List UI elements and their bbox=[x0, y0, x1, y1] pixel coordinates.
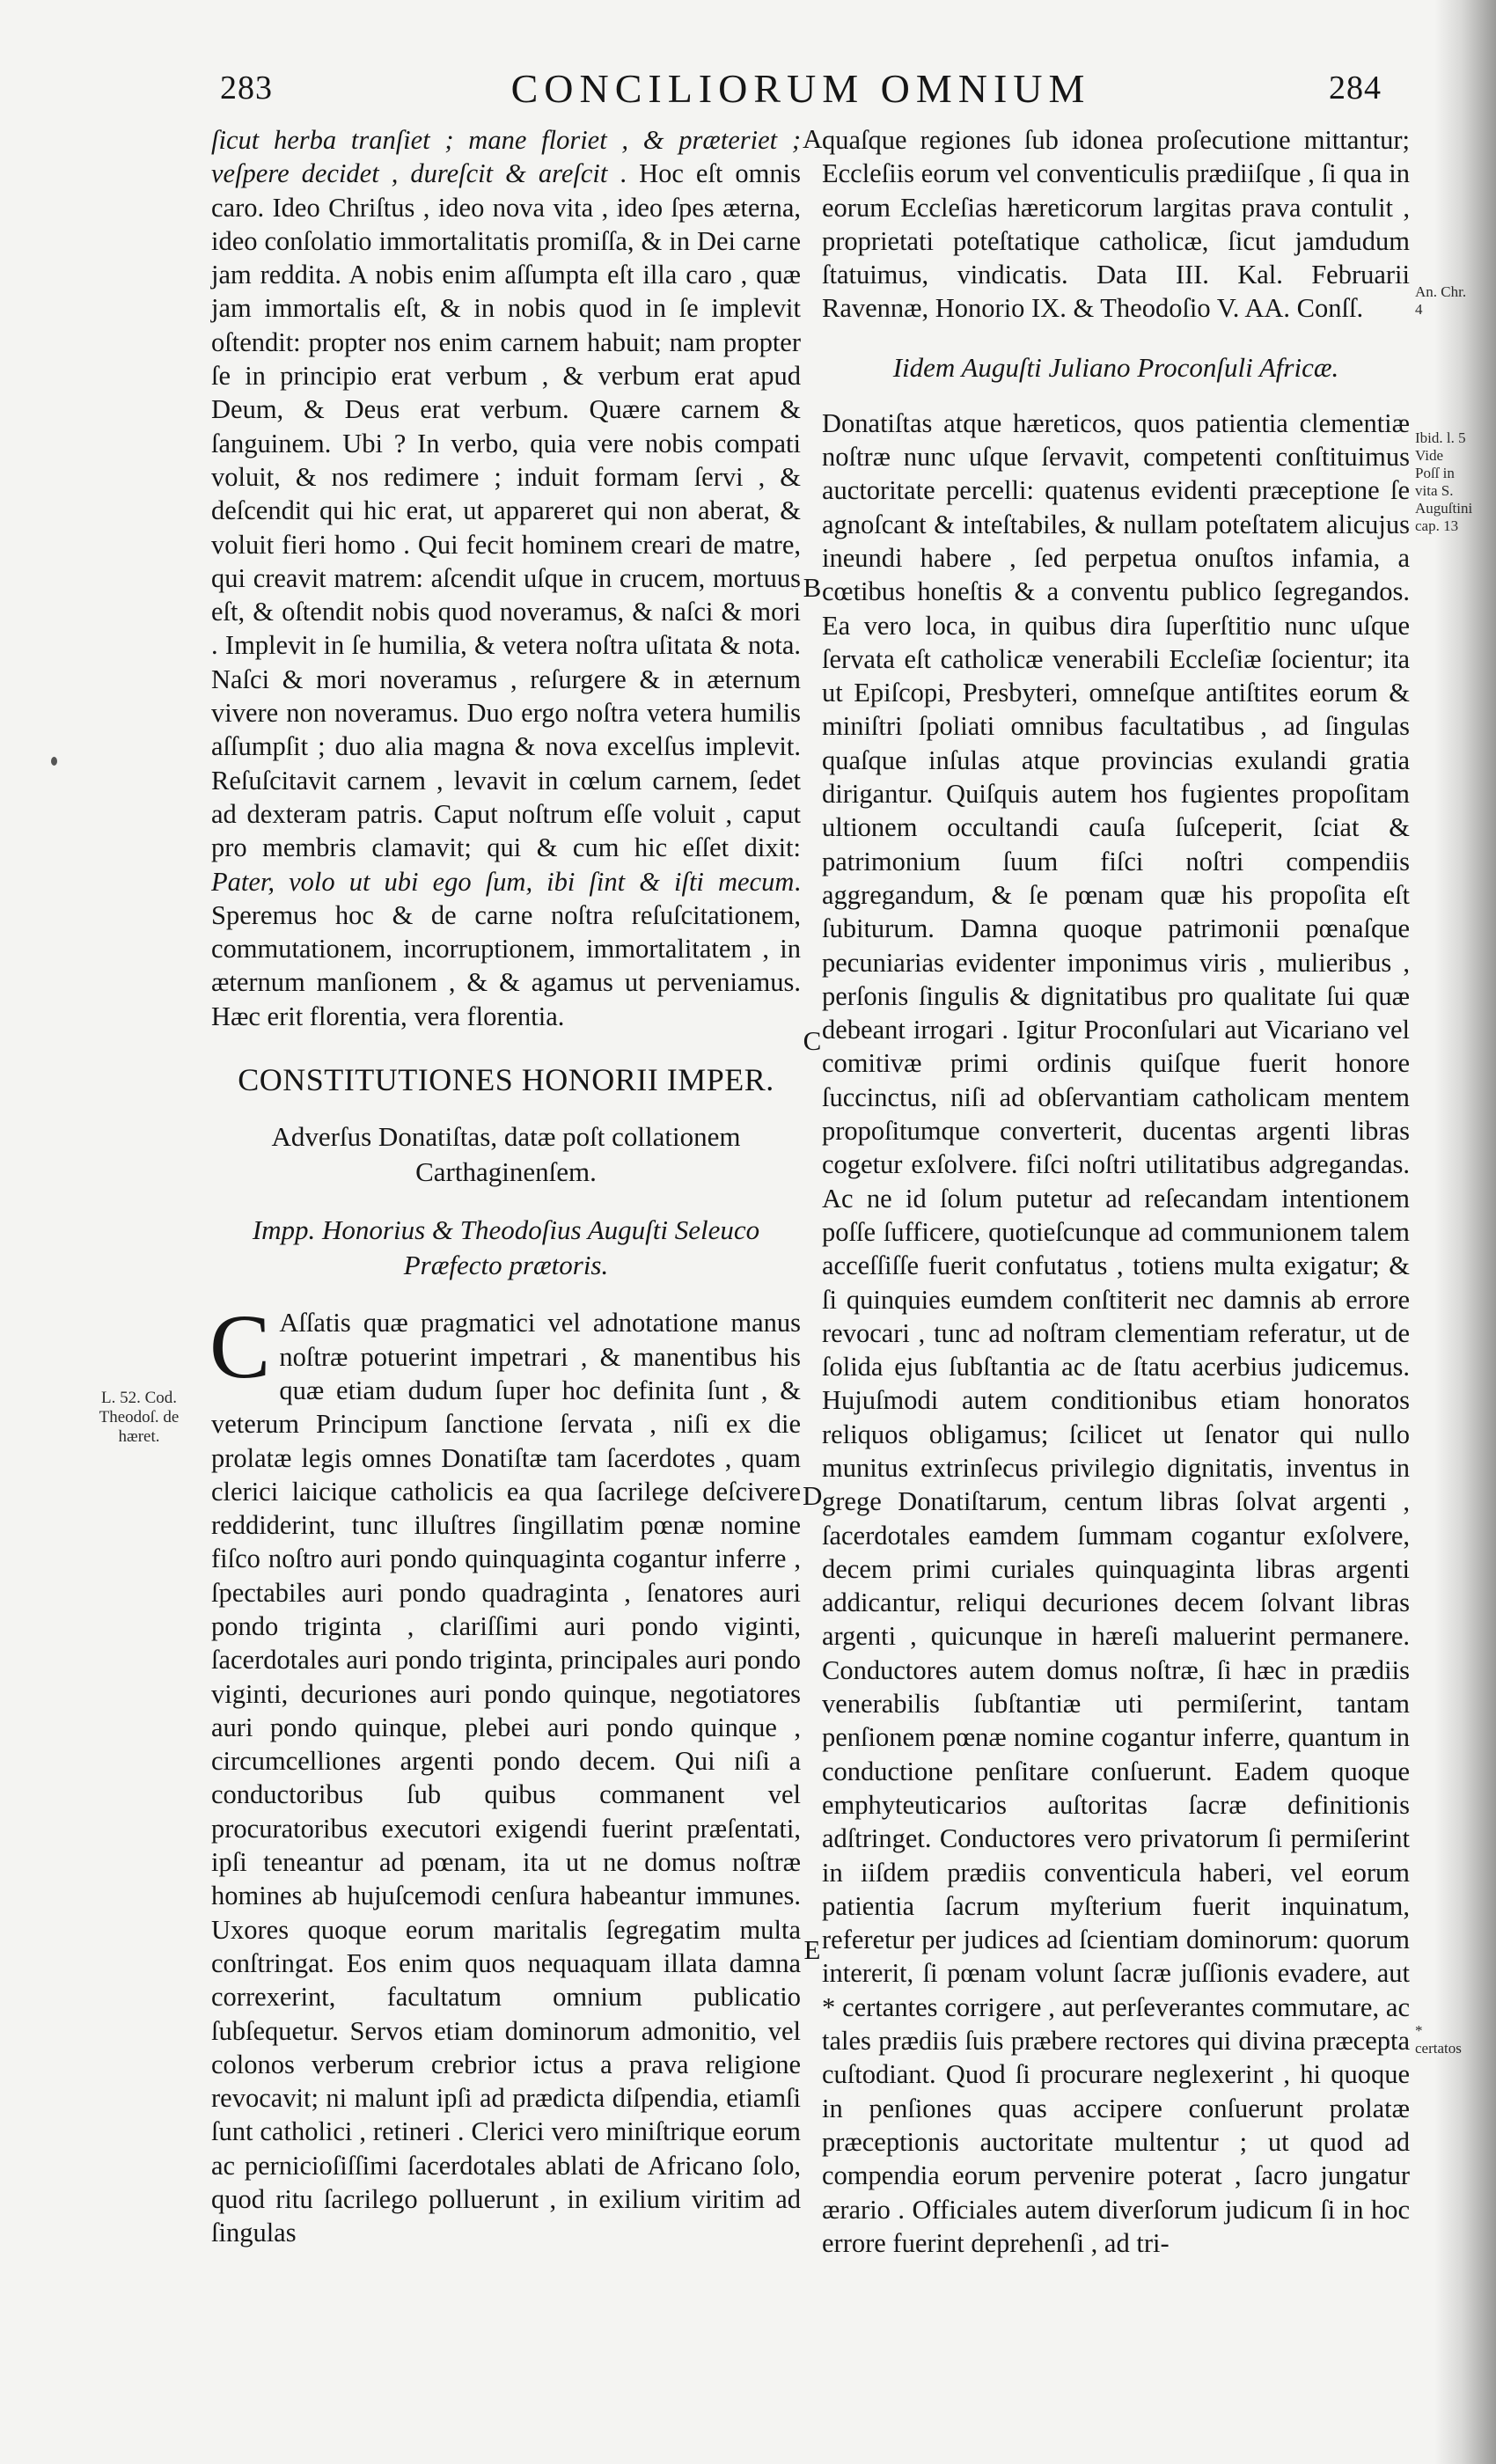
gutter-letter-e: E bbox=[803, 1934, 821, 1965]
page-number-right: 284 bbox=[1329, 70, 1382, 106]
right-paragraph-2: Donatiſtas atque hæreticos, quos patientia clementiæ noſtræ nunc uſque ſervavit, competenti conſtituimus auctoritate percelli: quatenus evidenti præceptione ſe agnoſcant & inteſtabiles, & nullam poteſtatem alicujus ineundi habere , ſed perpetua onuſtos infamia, a cœtibus honeſtis & a conventu publico ſegregandos. Ea vero loca, in quibus dira ſuperſtitio nunc uſque ſervata eſt catholicæ venerabili Eccleſiæ ſocientur; ita ut Epiſcopi, Presbyteri, omneſque antiſtites eorum & miniſtri ſpoliati omnibus facultatibus , ad ſingulas quaſque inſulas atque provincias exulandi gratia dirigantur. Quiſquis autem hos fugientes propoſitam ultionem occultandi cauſa ſuſceperit, ſciat & patrimonium ſuum fiſci noſtri compendiis aggregandum, & ſe pœnam quæ his propoſita eſt ſubiturum. Damna quoque patrimonii pœnaſque pecuniarias evidenter imponimus viris , mulieribus , perſonis ſingulis & dignitatibus pro qualitate ſui quæ debeant irrogari . Igitur Proconſulari aut Vicariano vel comitivæ primi ordinis quiſque fuerit honore ſuccinctus, niſi ad obſervantiam catholicam mentem propoſitumque converterit, ducentas argenti libras cogetur exſolvere. fiſci noſtri utilitatibus adgregandas. Ac ne id ſolum putetur ad reſecandam intentionem poſſe ſufficere, quotieſcunque ad communionem talem acceſſiſſe fuerit confutatus , totiens multa exigatur; & ſi quinquies eumdem conſtiterit nec damnis ab errore revocari , tunc ad noſtram clementiam referatur, ut de ſolida ejus ſubſtantia ac de ſtatu acerbius judicemus. Hujuſmodi autem conditionibus etiam honoratos reliquos obligamus; ſcilicet ut ſenator qui nullo munitus extrinſecus privilegio dignitatis, inventus in grege Donatiſtarum, centum libras ſolvat argenti , ſacerdotales eamdem ſummam cogantur exſolvere, decem primi curiales quinquaginta libras argenti addicantur, reliqui decuriones decem ſolvant libras argenti , quicunque in hæreſi maluerint permanere. Conductores autem domus noſtræ, ſi hæc in prædiis venerabilis ſubſtantiæ uti permiſerint, tantam penſionem pœnæ nomine cogantur inferre, quantum in conductione penſitare conſuerunt. Eadem quoque emphyteuticarios auſtoritas ſacræ definitionis adſtringet. Conductores vero privatorum ſi permiſerint in iiſdem prædiis conventicula haberi, vel eorum patientia ſacrum myſterium fuerit inquinatum, referetur per judices ad ſcientiam dominorum: quorum intererit, ſi pœnam volunt ſacræ juſſionis evadere, aut * certantes corrigere , aut perſeverantes commutare, ac tales prædiis ſuis præbere rectores qui divina præcepta cuſtodiant. Quod ſi procurare neglexerint , hi quoque in penſiones quas accipere conſuerunt prolatæ præceptionis auctoritate multentur ; ut quod ad compendia eorum pervenire poterat , ſacro jungatur ærario . Officiales autem diverſorum judicum ſi in hoc errore fuerint deprehenſi , ad tri- bbox=[822, 407, 1410, 2258]
gutter-letter-b: B bbox=[803, 572, 822, 603]
section-heading: CONSTITUTIONES HONORII IMPER. bbox=[238, 1062, 774, 1098]
gutter-letter-a: A bbox=[803, 123, 823, 154]
gutter-letter-d: D bbox=[803, 1480, 823, 1511]
right-column bbox=[822, 123, 1410, 2260]
running-title: CONCILIORUM OMNIUM bbox=[510, 66, 1091, 111]
address-line-right: Iidem Auguſti Juliano Proconſuli Africæ. bbox=[892, 351, 1339, 383]
address-line-left: Impp. Honorius & Theodoſius Auguſti Seleuco Præfecto prætoris. bbox=[252, 1214, 760, 1281]
left-paragraph-1 bbox=[211, 123, 801, 1033]
left-paragraph-2-text: Aſſatis quæ pragmatici vel adnotatione manus noſtræ potuerint impetrari , & manentibus his quæ etiam dudum ſuper hoc definita ſunt , & veterum Principum ſanctione ſervata , niſi ex die prolatæ legis omnes Donatiſtæ tam ſacerdotes , quam clerici laicique catholicis ea qua ſacrilege deſcivere reddiderint, tunc illuſtres ſingillatim pœnæ nomine fiſco noſtro auri pondo quinquaginta cogantur inferre , ſpectabiles auri pondo quadraginta , ſenatores auri pondo triginta , clariſſimi auri pondo viginti, ſacerdotales auri pondo triginta, principales auri pondo viginti, decuriones auri pondo quinque, negotiatores auri pondo quinque, plebei auri pondo quinque , circumcelliones argenti pondo decem. Qui niſi a conductoribus ſub quibus commanent vel procuratoribus executori exigendi fuerint præſentati, ipſi teneantur ad pœnam, ita ut ne domus noſtræ homines ab hujuſcemodi cenſura habeantur immunes. Uxores quoque eorum maritalis ſegregatim multa conſtringat. Eos enim quos nequaquam illata damna correxerint, facultatum omnium publicatio ſubſequetur. Servos etiam dominorum admonitio, vel colonos verberum crebrior ictus a prava religione revocavit; ni malunt ipſi ad prædicta diſpendia, etiamſi ſunt catholici , retineri . Clerici vero miniſtrique eorum ac pernicioſiſſimi ſacerdotales ablati de Africano ſolo, quod ritu ſacrilego polluerunt , in exilium viritim ad ſingulas bbox=[211, 1308, 801, 2248]
margin-note-code-reference: L. 52. Cod. Theodoſ. de hæret. bbox=[99, 1389, 180, 1446]
left-paragraph-1-end: . Speremus hoc & de carne noſtra reſuſcitationem, commutationem, incorruptionem, immortalitatem , in æternum manſionem , & & agamus ut perveniamus. Hæc erit florentia, vera florentia. bbox=[211, 866, 801, 1031]
scripture-quote: ſicut herba tranſiet ; mane floriet , & præteriet ; veſpere decidet , dureſcit & areſcit bbox=[211, 125, 801, 189]
gospel-quote: Pater, volo ut ubi ego ſum, ibi ſint & iſti mecum bbox=[211, 866, 795, 897]
left-column bbox=[211, 123, 801, 2250]
left-paragraph-1-text: . Hoc eſt omnis caro. Ideo Chriſtus , ideo nova vita , ideo ſpes æterna, ideo conſolatio immortalitatis promiſſa, & in Dei carne jam reddita. A nobis enim aſſumpta eſt illa caro , quæ jam immortalis eſt, & in nobis quod in ſe implevit oſtendit: propter nos enim carnem habuit; nam propter ſe in principio erat verbum , & verbum erat apud Deum, & Deus erat verbum. Quære carnem & ſanguinem. Ubi ? In verbo, quia vere nobis compati voluit, & nos redimere ; induit formam ſervi , & deſcendit qui hic erat, ut appareret qui non aberat, & voluit fieri homo . Qui fecit hominem creari de matre, qui creavit matrem: aſcendit uſque in crucem, mortuus eſt, & oſtendit nobis quod noveramus, & naſci & mori . Implevit in ſe humilia, & vetera noſtra uſitata & nota. Naſci & mori noveramus , reſurgere & in æternum vivere non noveramus. Duo ergo noſtra vetera humilis aſſumpſit ; duo alia magna & nova excelſus implevit. Reſuſcitavit carnem , levavit in cœlum carnem, ſedet ad dexteram patris. Caput noſtrum eſſe voluit , caput pro membris clamavit; qui & cum hic eſſet dixit: bbox=[211, 158, 801, 863]
section-subheading: Adverſus Donatiſtas, datæ poſt collationem Carthaginenſem. bbox=[271, 1121, 741, 1188]
drop-cap: C bbox=[209, 1296, 271, 1398]
right-paragraph-1: quaſque regiones ſub idonea proſecutione mittantur; Eccleſiis eorum vel conventiculis prædiiſque , ſi qua in eorum Eccleſias hæreticorum largitas prava contulit , proprietati poteſtatique catholicæ, ſicut jamdudum ſtatuimus, vindicatis. Data III. Kal. Februarii Ravennæ, Honorio IX. & Theodoſio V. AA. Conſſ. bbox=[822, 125, 1410, 324]
ink-speck bbox=[51, 757, 57, 766]
margin-note-year: An. Chr. 4 bbox=[1415, 283, 1467, 318]
margin-note-ibid-reference: Ibid. l. 5 Vide Poſſ in vita S. Auguſtini cap. 13 bbox=[1415, 429, 1473, 534]
page-edge-shadow bbox=[1434, 0, 1496, 2464]
left-paragraph-2 bbox=[209, 1296, 801, 2249]
page-header bbox=[211, 66, 1390, 121]
gutter-letter-c: C bbox=[803, 1025, 822, 1056]
margin-note-errata: * certatos bbox=[1415, 2022, 1462, 2057]
page-number-left: 283 bbox=[220, 70, 273, 106]
